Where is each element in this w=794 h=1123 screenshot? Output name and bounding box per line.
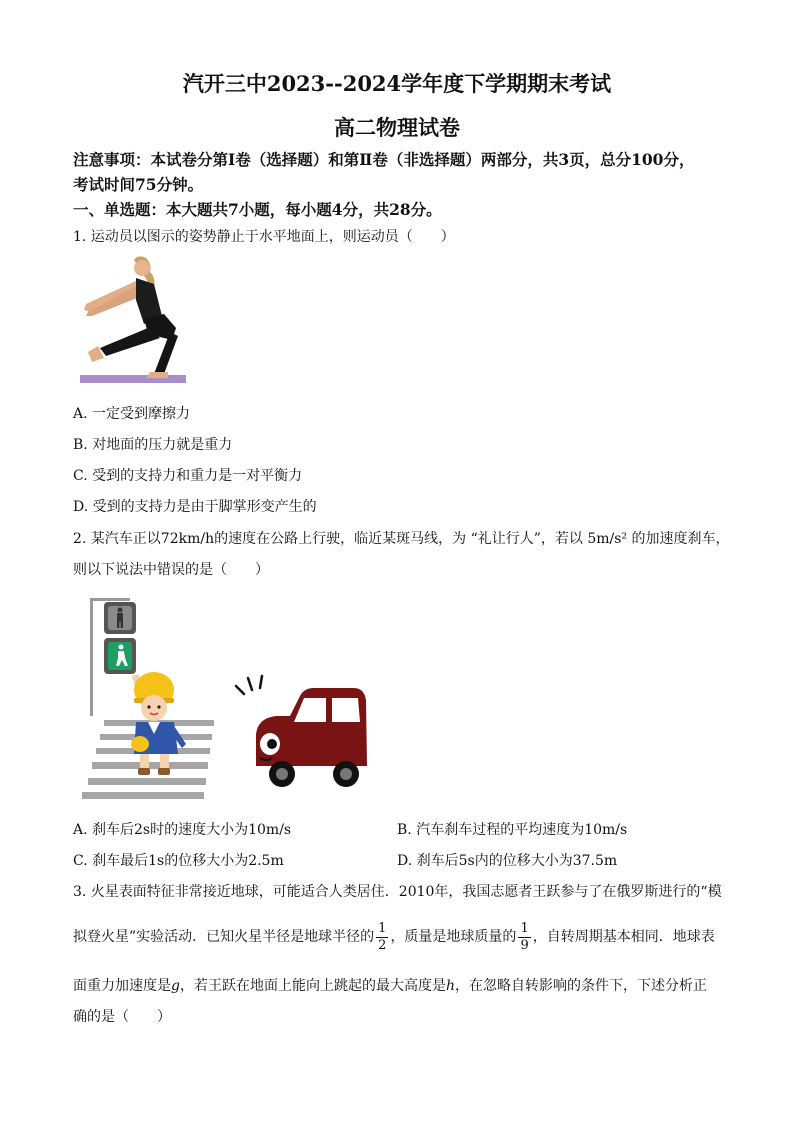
q3-line-3 — [73, 975, 707, 995]
fraction-one-half: $\frac{1}{2}$ — [378, 920, 387, 953]
crosswalk-figure — [78, 594, 370, 800]
q2-option-b: B. 汽车刹车过程的平均速度为10m/s — [397, 822, 628, 838]
var-g: g — [171, 978, 180, 994]
q3-line-2 — [73, 920, 715, 954]
exam-subtitle: 高二物理试卷 — [334, 115, 460, 140]
notice-line-2: 考试时间75分钟。 — [73, 175, 204, 194]
mat — [80, 375, 186, 383]
q2-stem-line-2: 则以下说法中错误的是（ ） — [73, 562, 269, 578]
q1-option-b: B. 对地面的压力就是重力 — [73, 437, 233, 453]
q2-stem-line-1: 2. 某汽车正以72km/h的速度在公路上行驶，临近某斑马线，为 “礼让行人”，若以 5m/s² 的加速度刹车， — [73, 531, 730, 547]
notice-line-1: 注意事项：本试卷分第Ⅰ卷（选择题）和第Ⅱ卷（非选择题）两部分，共3页，总分100分， — [73, 150, 695, 169]
q2-option-c: C. 刹车最后1s的位移大小为2.5m — [73, 853, 284, 869]
q3-line-1: 3. 火星表面特征非常接近地球，可能适合人类居住．2010年，我国志愿者王跃参与了在俄罗斯进行的“模 — [73, 884, 722, 900]
q3-line-3-part-c: ，在忽略自转影响的条件下，下述分析正 — [455, 978, 707, 994]
fraction-one-ninth: $\frac{1}{9}$ — [520, 920, 529, 953]
athlete-figure — [76, 254, 190, 386]
q1-stem: 1. 运动员以图示的姿势静止于水平地面上，则运动员（ ） — [73, 229, 455, 245]
q2-option-d: D. 刹车后5s内的位移大小为37.5m — [397, 853, 618, 869]
q1-option-d: D. 受到的支持力是由于脚掌形变产生的 — [73, 499, 317, 515]
q3-line-4: 确的是（ ） — [73, 1009, 171, 1025]
q3-line-2-part-a: 拟登火星”实验活动．已知火星半径是地球半径的 — [73, 929, 375, 945]
q1-option-a: A. 一定受到摩擦力 — [73, 406, 191, 422]
q3-line-3-part-b: ，若王跃在地面上能向上跳起的最大高度是 — [179, 978, 446, 994]
q1-option-c: C. 受到的支持力和重力是一对平衡力 — [73, 468, 303, 484]
exam-title: 汽开三中2023--2024学年度下学期期末考试 — [182, 71, 612, 96]
q2-option-a: A. 刹车后2s时的速度大小为10m/s — [73, 822, 292, 838]
q3-line-2-part-b: ，质量是地球质量的 — [390, 929, 517, 945]
q3-line-3-part-a: 面重力加速度是 — [73, 978, 171, 994]
section-heading: 一、单选题：本大题共7小题，每小题4分，共28分。 — [73, 200, 442, 219]
q3-line-2-part-c: ，自转周期基本相同．地球表 — [532, 929, 715, 945]
var-h: h — [445, 978, 455, 994]
